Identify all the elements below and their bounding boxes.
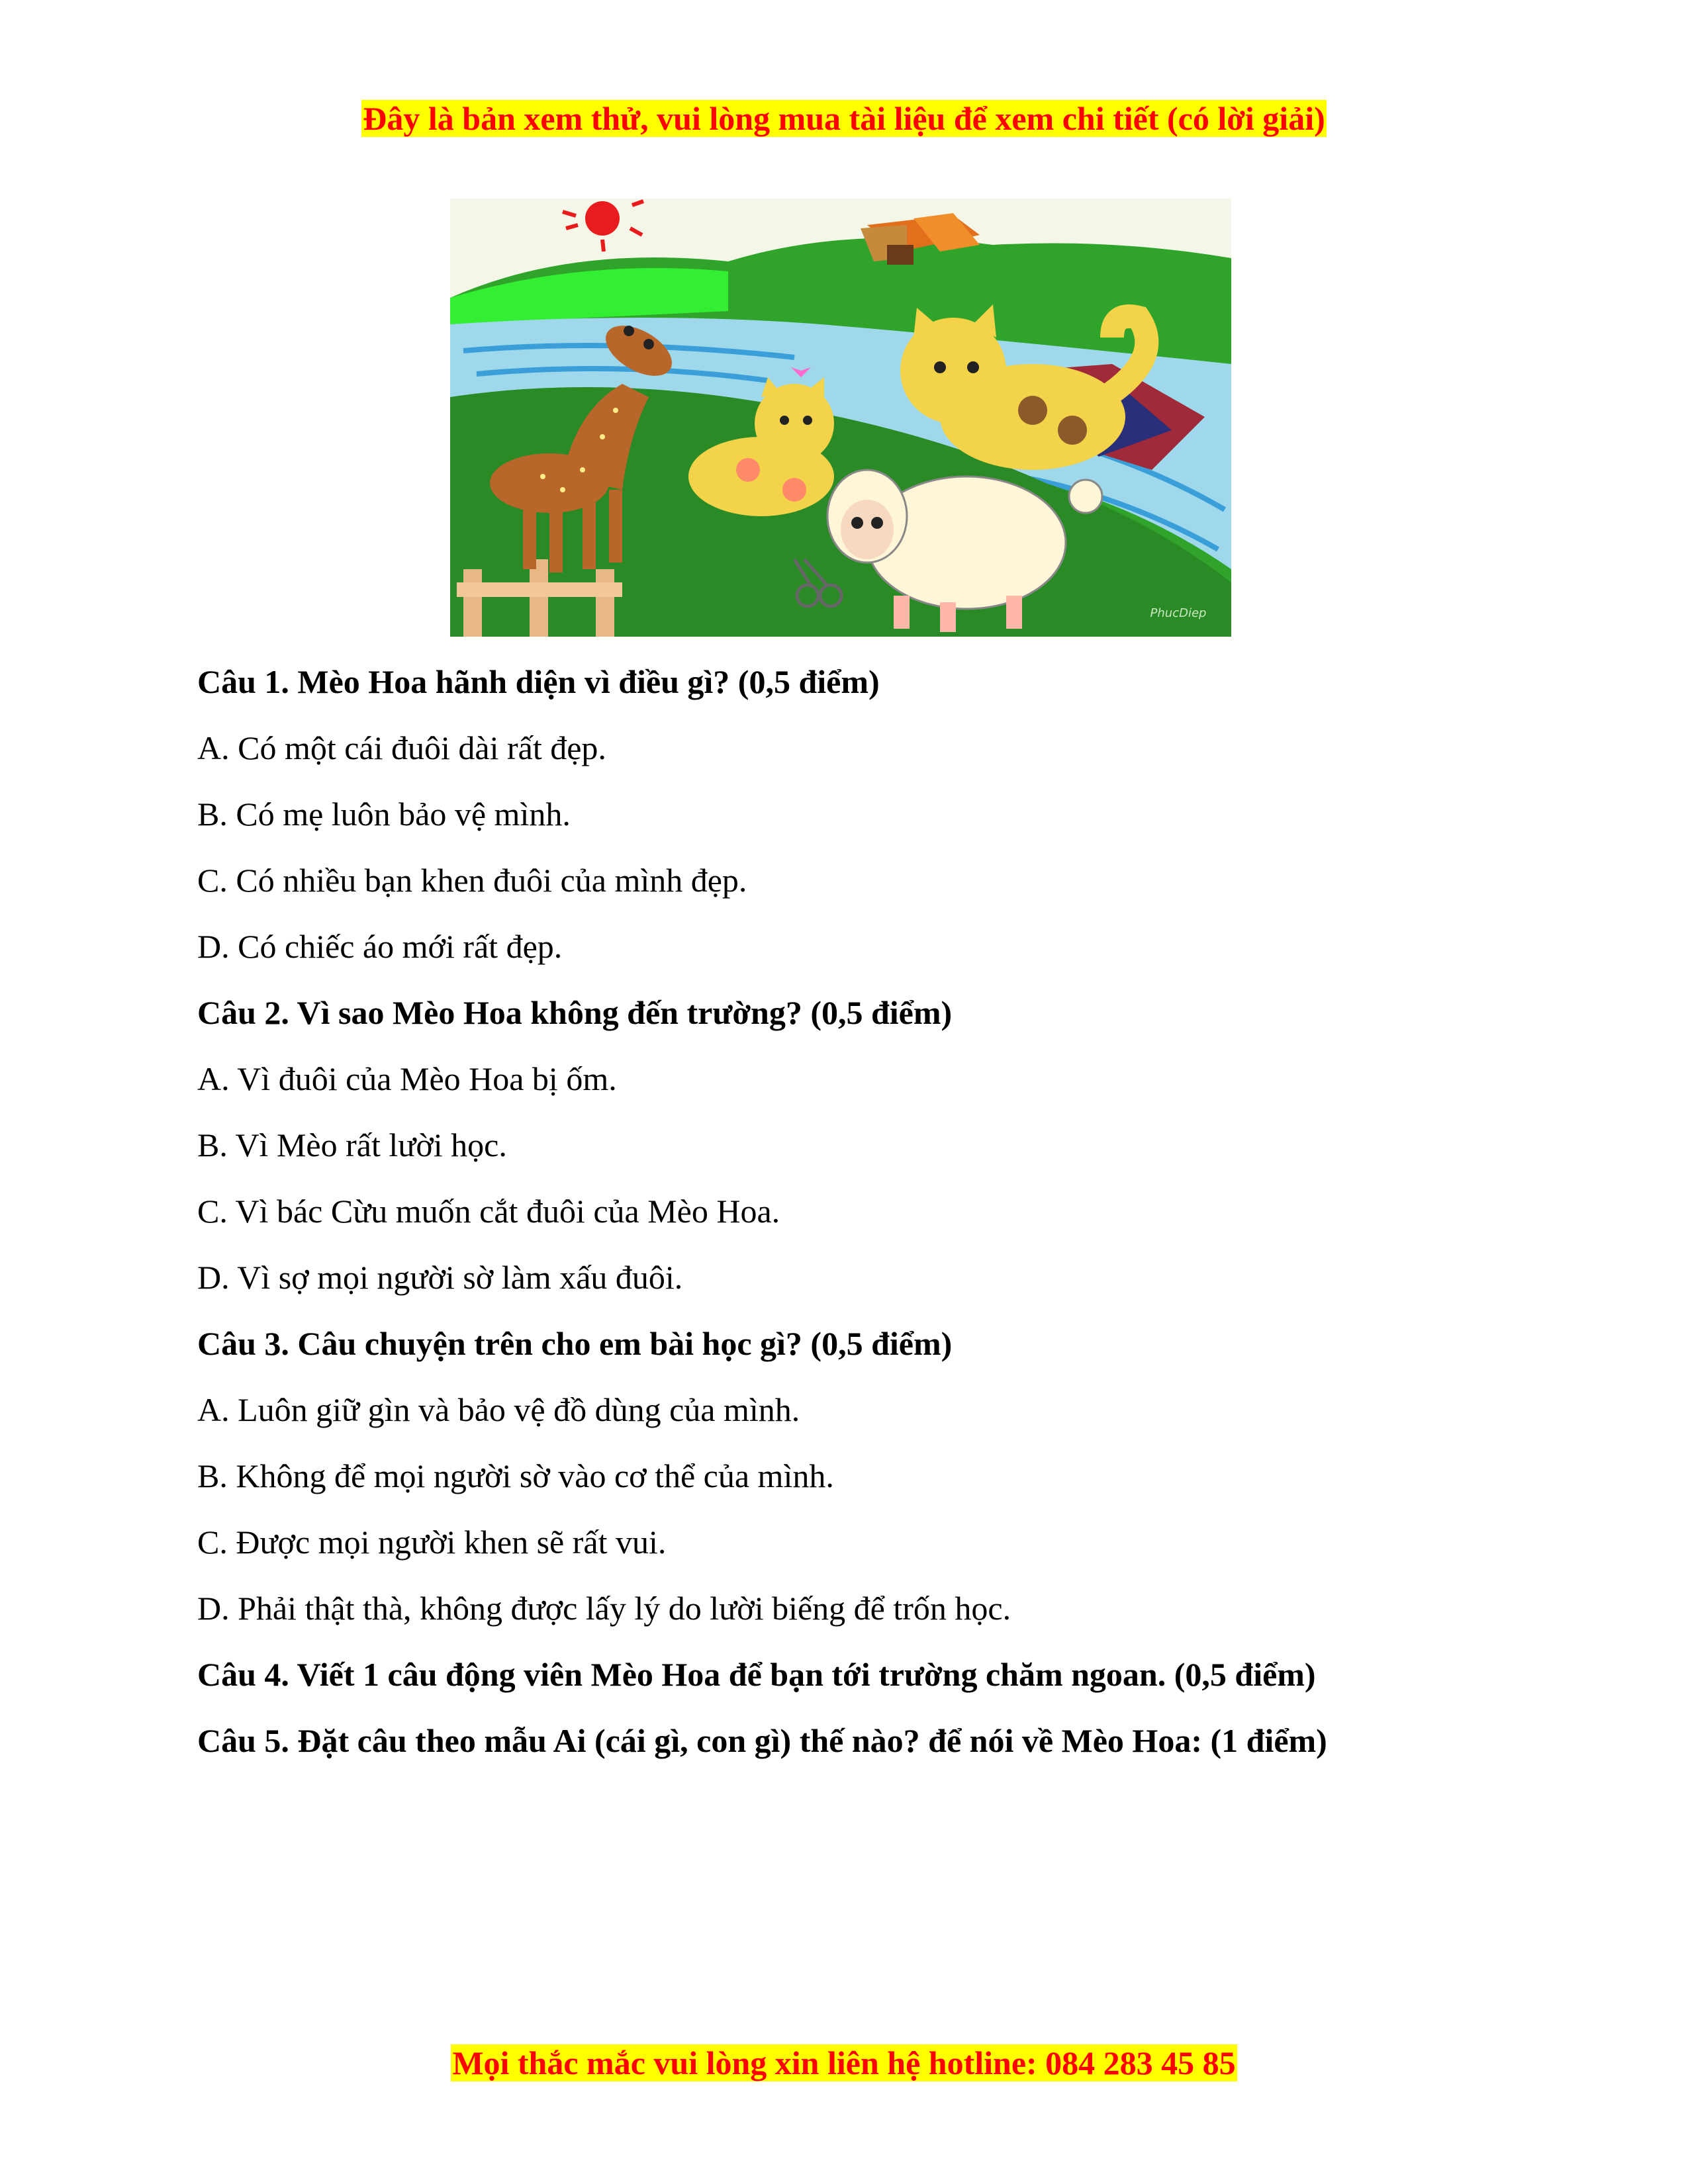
illustration-signature: PhucDiep xyxy=(1150,606,1207,620)
question-2-title: Câu 2. Vì sao Mèo Hoa không đến trường? (0,5 điểm) xyxy=(197,994,953,1031)
question-3-title: Câu 3. Câu chuyện trên cho em bài học gì? (0,5 điểm) xyxy=(197,1325,953,1362)
question-5-title: Câu 5. Đặt câu theo mẫu Ai (cái gì, con gì) thế nào? để nói về Mèo Hoa: (1 điểm) xyxy=(197,1722,1327,1759)
question-3-option-d: D. Phải thật thà, không được lấy lý do lười biếng để trốn học. xyxy=(197,1590,1011,1627)
question-2-option-d: D. Vì sợ mọi người sờ làm xấu đuôi. xyxy=(197,1259,683,1296)
question-3-option-b: B. Không để mọi người sờ vào cơ thể của mình. xyxy=(197,1457,834,1494)
question-1-option-a: A. Có một cái đuôi dài rất đẹp. xyxy=(197,729,606,766)
question-3-option-a: A. Luôn giữ gìn và bảo vệ đồ dùng của mình. xyxy=(197,1391,800,1428)
hotline-banner xyxy=(0,2042,1688,2083)
question-list xyxy=(197,649,1485,1774)
question-1-option-c: C. Có nhiều bạn khen đuôi của mình đẹp. xyxy=(197,862,747,899)
question-2-option-c: C. Vì bác Cừu muốn cắt đuôi của Mèo Hoa. xyxy=(197,1193,780,1230)
fence-icon xyxy=(457,559,622,637)
question-2-option-a: A. Vì đuôi của Mèo Hoa bị ốm. xyxy=(197,1060,617,1097)
question-1-option-b: B. Có mẹ luôn bảo vệ mình. xyxy=(197,796,571,833)
story-illustration xyxy=(450,199,1231,637)
hotline-text: Mọi thắc mắc vui lòng xin liên hệ hotline: 084 283 45 85 xyxy=(452,2044,1236,2081)
question-4-title: Câu 4. Viết 1 câu động viên Mèo Hoa để bạn tới trường chăm ngoan. (0,5 điểm) xyxy=(197,1656,1316,1693)
preview-notice-text: Đây là bản xem thử, vui lòng mua tài liệu để xem chi tiết (có lời giải) xyxy=(363,100,1325,137)
question-1-title: Câu 1. Mèo Hoa hãnh diện vì điều gì? (0,5 điểm) xyxy=(197,663,880,700)
question-2-option-b: B. Vì Mèo rất lười học. xyxy=(197,1126,507,1163)
question-3-option-c: C. Được mọi người khen sẽ rất vui. xyxy=(197,1524,667,1561)
question-1-option-d: D. Có chiếc áo mới rất đẹp. xyxy=(197,928,563,965)
preview-notice-banner xyxy=(0,98,1688,139)
